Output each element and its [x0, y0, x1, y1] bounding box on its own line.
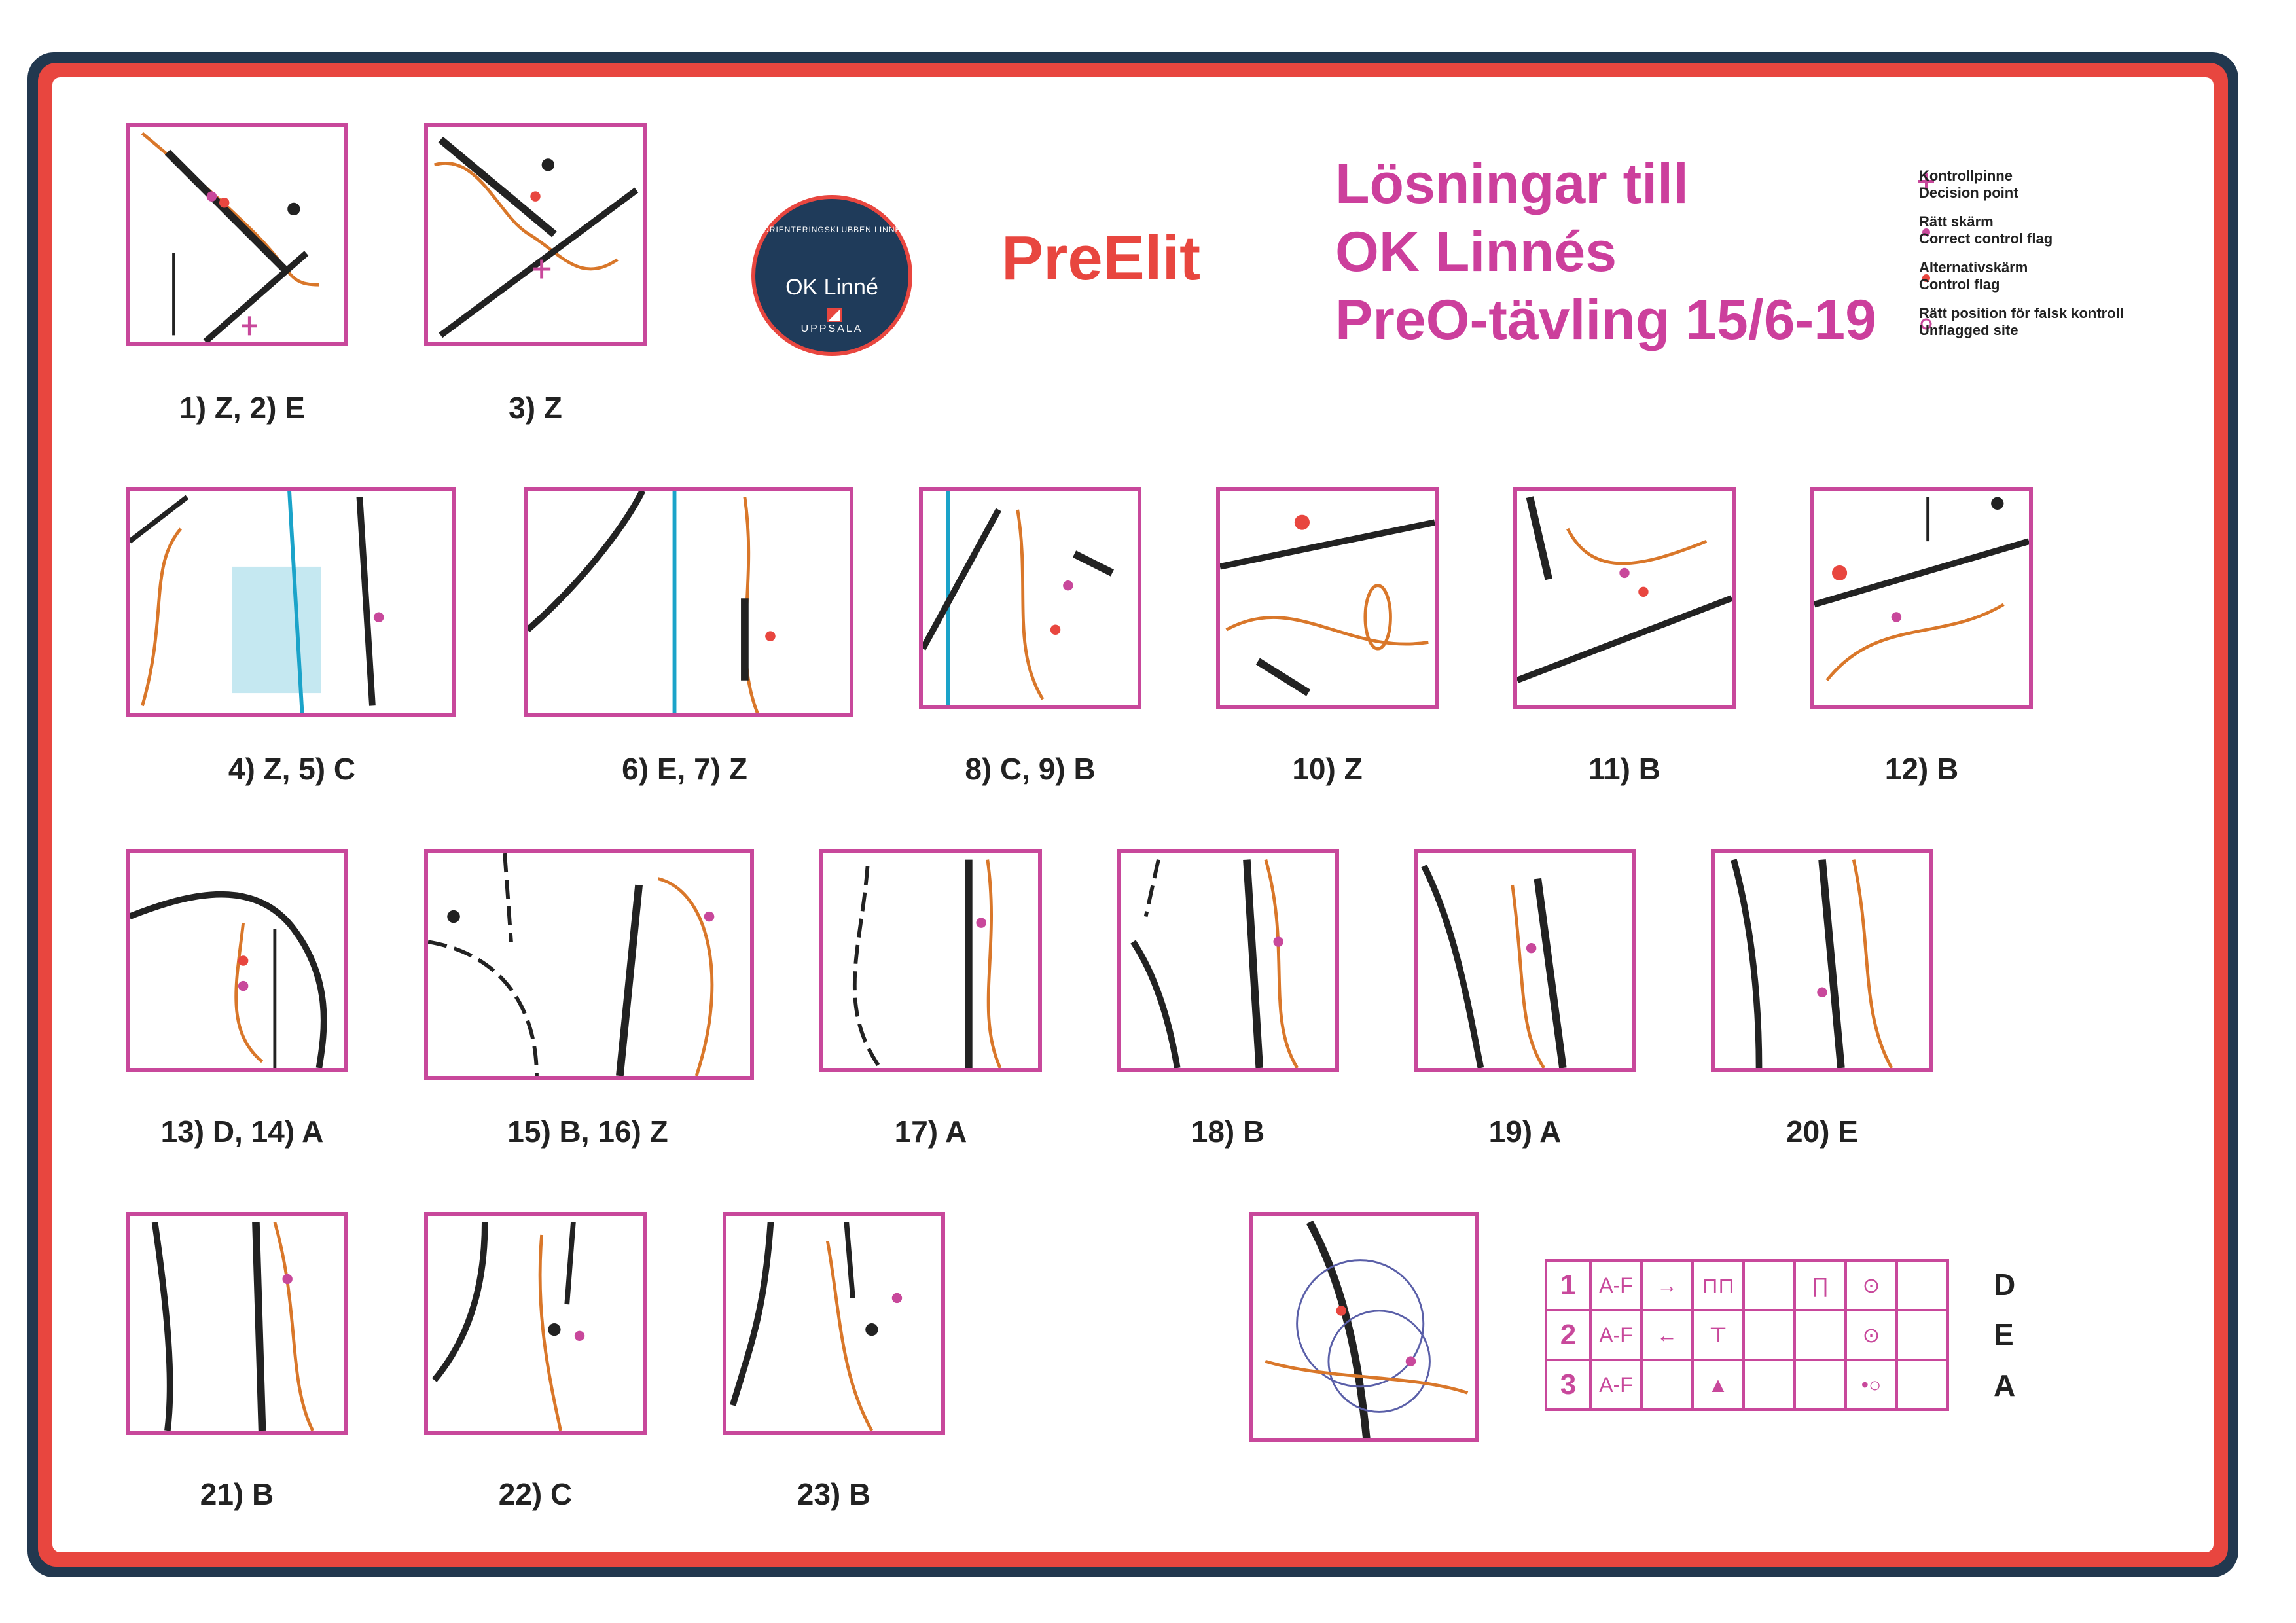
answer-8-9: 8) C, 9) B [965, 752, 1096, 786]
map-task-4-5 [126, 487, 456, 717]
legend-correct-flag [1919, 213, 2053, 247]
flag-position-icon: •○ [1846, 1360, 1897, 1410]
logo-arc-text: ORIENTERINGSKLUBBEN LINNÉ [762, 225, 901, 234]
key-row-3 [1546, 1360, 1948, 1410]
timed-answer-3: A [1994, 1368, 2016, 1402]
legend-sv: Alternativskärm [1919, 259, 2028, 276]
key-empty-cell [1897, 1360, 1948, 1410]
map-task-22 [424, 1212, 647, 1435]
map-task-8-9 [919, 487, 1141, 709]
legend-unflagged-site [1919, 305, 2124, 339]
answer-18: 18) B [1191, 1115, 1265, 1149]
answer-4-5: 4) Z, 5) C [228, 752, 356, 786]
answer-17: 17) A [894, 1115, 967, 1149]
map-task-6-7 [524, 487, 853, 717]
logo-name: OK Linné [785, 275, 878, 300]
legend-en: Unflagged site [1919, 322, 2018, 338]
answer-20: 20) E [1786, 1115, 1858, 1149]
tower-symbol-icon: ∏ [1795, 1260, 1846, 1310]
key-empty-cell [1744, 1260, 1795, 1310]
re-entrant-symbol-icon: ⊤ [1693, 1310, 1744, 1360]
legend-en: Control flag [1919, 276, 2000, 293]
cliff-symbol-icon: ⊓⊓ [1693, 1260, 1744, 1310]
class-title: PreElit [1001, 223, 1201, 293]
map-task-10 [1216, 487, 1439, 709]
answer-10: 10) Z [1292, 752, 1363, 786]
legend-decision-point [1919, 168, 2018, 202]
page-title-line-2: OK Linnés [1335, 221, 1617, 283]
map-timed-control [1249, 1212, 1479, 1442]
map-task-20 [1711, 849, 1933, 1072]
answer-1-2: 1) Z, 2) E [179, 391, 305, 425]
key-row-number: 1 [1546, 1260, 1590, 1310]
answer-12: 12) B [1884, 752, 1959, 786]
key-empty-cell [1795, 1310, 1846, 1360]
map-task-23 [723, 1212, 945, 1435]
logo-city: UPPSALA [800, 323, 863, 334]
page-title-line-1: Lösningar till [1335, 152, 1689, 215]
key-direction: → [1641, 1260, 1693, 1310]
map-task-17 [819, 849, 1042, 1072]
key-empty-cell [1744, 1310, 1795, 1360]
legend-sv: Rätt position för falsk kontroll [1919, 305, 2124, 321]
key-row-1 [1546, 1260, 1948, 1310]
key-direction: ← [1641, 1310, 1693, 1360]
key-empty-cell [1795, 1360, 1846, 1410]
answer-15-16: 15) B, 16) Z [507, 1115, 668, 1149]
map-task-3 [424, 123, 647, 346]
answer-3: 3) Z [509, 391, 562, 425]
ok-linne-logo [751, 195, 912, 356]
map-task-18 [1117, 849, 1339, 1072]
key-empty-cell [1744, 1360, 1795, 1410]
legend-en: Correct control flag [1919, 230, 2053, 247]
key-row-number: 2 [1546, 1310, 1590, 1360]
orienteering-flag-icon [827, 308, 842, 322]
flag-position-icon: ⊙ [1846, 1260, 1897, 1310]
key-direction [1641, 1360, 1693, 1410]
key-row-number: 3 [1546, 1360, 1590, 1410]
flag-position-icon: ⊙ [1846, 1310, 1897, 1360]
key-empty-cell [1897, 1260, 1948, 1310]
map-task-21 [126, 1212, 348, 1435]
boulder-symbol-icon: ▲ [1693, 1360, 1744, 1410]
key-empty-cell [1897, 1310, 1948, 1360]
map-task-15-16 [424, 849, 754, 1080]
map-task-11 [1513, 487, 1736, 709]
legend-sv: Rätt skärm [1919, 213, 1994, 230]
timed-answer-2: E [1994, 1317, 2014, 1351]
map-task-19 [1414, 849, 1636, 1072]
answer-21: 21) B [200, 1477, 274, 1511]
key-range: A-F [1590, 1360, 1641, 1410]
answer-11: 11) B [1588, 752, 1660, 786]
key-range: A-F [1590, 1310, 1641, 1360]
answer-13-14: 13) D, 14) A [160, 1115, 324, 1149]
answer-23: 23) B [797, 1477, 871, 1511]
map-task-12 [1810, 487, 2033, 709]
timed-control-key-table [1545, 1259, 1949, 1411]
key-range: A-F [1590, 1260, 1641, 1310]
key-row-2 [1546, 1310, 1948, 1360]
map-task-1-2 [126, 123, 348, 346]
page-title-line-3: PreO-tävling 15/6-19 [1335, 289, 1876, 351]
answer-22: 22) C [498, 1477, 573, 1511]
legend-control-flag [1919, 259, 2028, 293]
answer-19: 19) A [1488, 1115, 1562, 1149]
timed-answer-1: D [1994, 1268, 2016, 1302]
legend-en: Decision point [1919, 185, 2018, 201]
legend-sv: Kontrollpinne [1919, 168, 2013, 184]
answer-6-7: 6) E, 7) Z [622, 752, 747, 786]
map-task-13-14 [126, 849, 348, 1072]
